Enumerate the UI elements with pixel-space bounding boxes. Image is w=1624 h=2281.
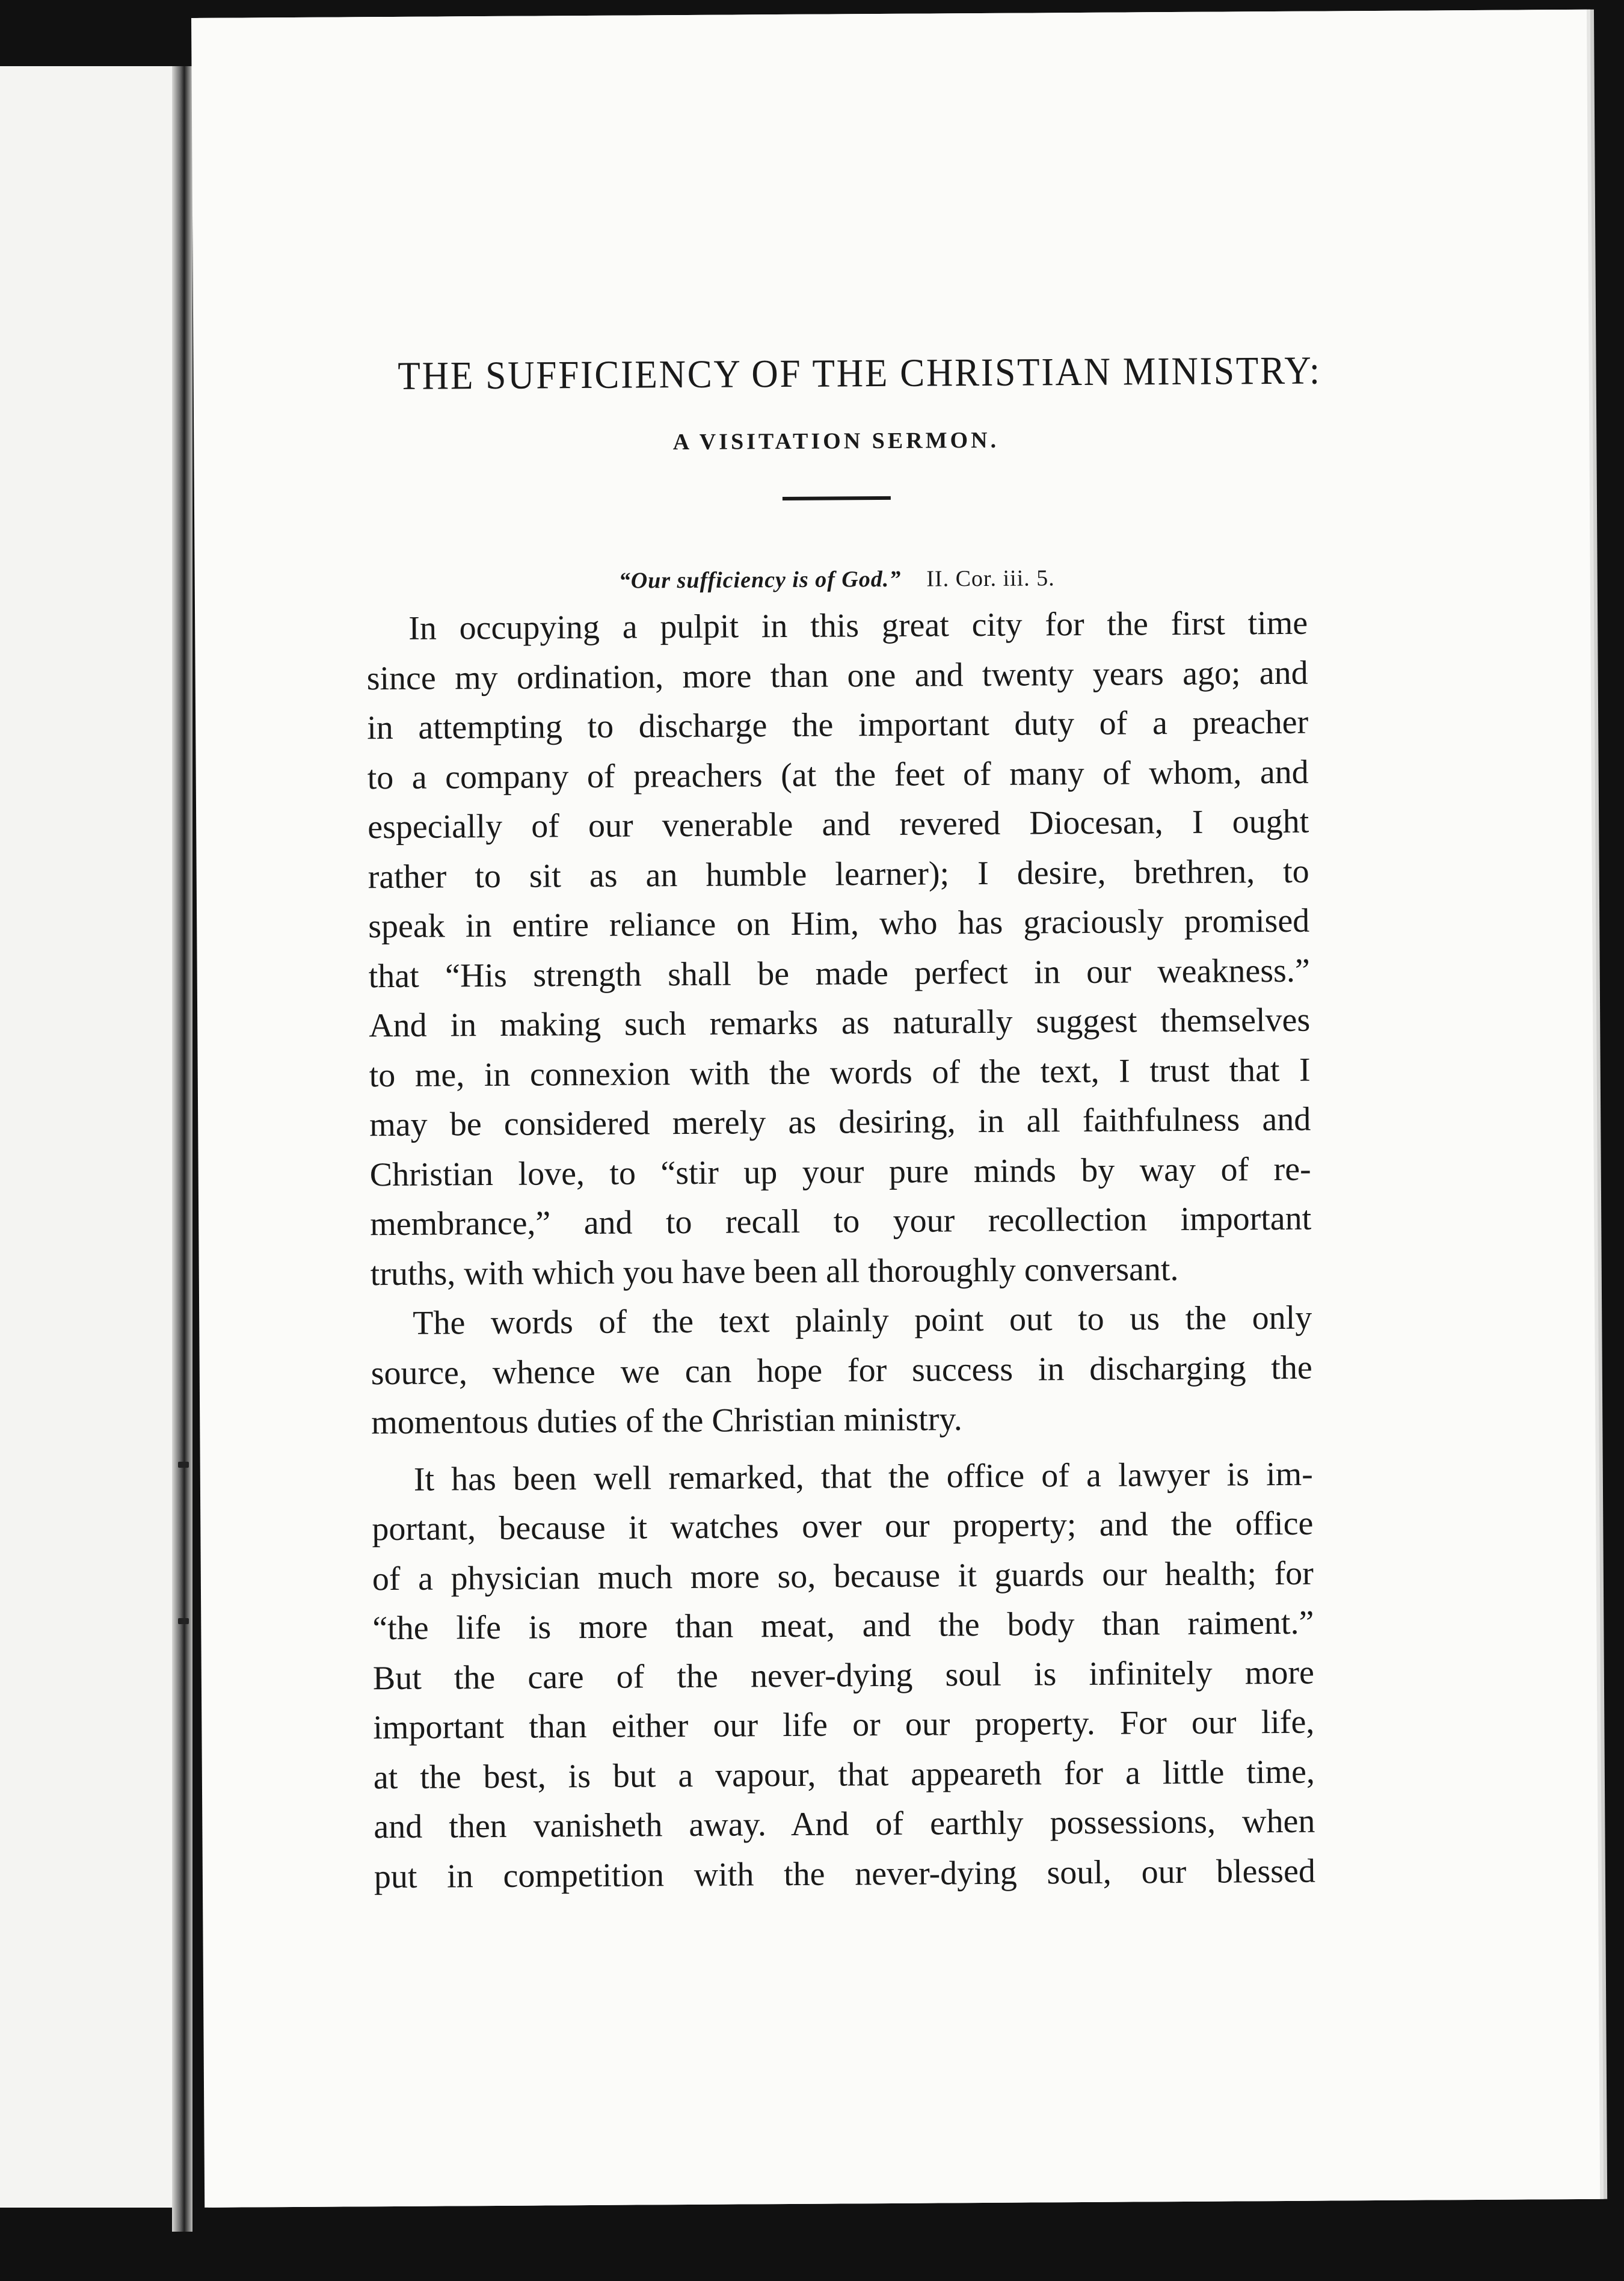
text-line: in attempting to discharge the important duty of a preacher: [367, 703, 1309, 747]
text-line: put in competition with the never-dying soul, our blessed: [374, 1852, 1316, 1895]
text-line: important than either our life or our property. For our life,: [373, 1703, 1315, 1747]
text-line: to me, in connexion with the words of the text, I trust that I: [369, 1051, 1311, 1094]
title-divider-rule: [782, 496, 890, 500]
text-line: rather to sit as an humble learner); I desire, brethren, to: [368, 852, 1309, 896]
text-line: at the best, is but a vapour, that appeareth for a little time,: [373, 1753, 1315, 1796]
book-gutter: [172, 66, 192, 2232]
page-content: [364, 348, 1321, 1902]
text-line: especially of our venerable and revered Diocesan, I ought: [368, 802, 1309, 846]
text-line: “the life is more than meat, and the body than raiment.”: [372, 1604, 1314, 1648]
text-line: truths, with which you have been all thoroughly conversant.: [370, 1250, 1179, 1293]
sermon-title: THE SUFFICIENCY OF THE CHRISTIAN MINISTRY:: [398, 348, 1321, 398]
text-line: In occupying a pulpit in this great city for the first time: [408, 604, 1308, 647]
sermon-subtitle: A VISITATION SERMON.: [672, 427, 1000, 455]
text-line: momentous duties of the Christian ministry.: [371, 1400, 962, 1442]
text-line: that “His strength shall be made perfect in our weakness.”: [368, 952, 1310, 995]
book-page: [191, 10, 1600, 2208]
body-paragraph-1: [366, 599, 1312, 1299]
text-line: It has been well remarked, that the office of a lawyer is im-: [413, 1455, 1314, 1498]
text-line: to a company of preachers (at the feet of many of whom, and: [367, 753, 1309, 796]
epigraph-quote: “Our sufficiency is of God.”: [618, 566, 902, 594]
facing-page-edge: [0, 66, 180, 2208]
text-line: And in making such remarks as naturally suggest themselves: [369, 1001, 1311, 1045]
text-line: of a physician much more so, because it guards our health; for: [372, 1554, 1314, 1598]
text-line: may be considered merely as desiring, in all faithfulness and: [369, 1100, 1311, 1144]
text-line: membrance,” and to recall to your recollection important: [370, 1199, 1312, 1243]
body-paragraph-3: [372, 1449, 1316, 1901]
body-paragraph-2: [371, 1293, 1312, 1448]
text-line: source, whence we can hope for success in discharging the: [371, 1349, 1312, 1392]
epigraph-reference: II. Cor. iii. 5.: [926, 565, 1055, 592]
text-line: since my ordination, more than one and twenty years ago; and: [366, 654, 1308, 697]
epigraph: [366, 564, 1308, 596]
text-line: and then vanisheth away. And of earthly possessions, when: [374, 1802, 1315, 1846]
text-line: speak in entire reliance on Him, who has graciously promised: [368, 902, 1310, 946]
text-line: But the care of the never-dying soul is infinitely more: [372, 1654, 1315, 1697]
text-line: Christian love, to “stir up your pure minds by way of re-: [369, 1150, 1311, 1193]
text-line: portant, because it watches over our property; and the office: [372, 1504, 1314, 1548]
text-line: The words of the text plainly point out to us the only: [413, 1299, 1312, 1342]
binding-stitch: [178, 1462, 189, 1468]
binding-stitch: [178, 1618, 189, 1624]
